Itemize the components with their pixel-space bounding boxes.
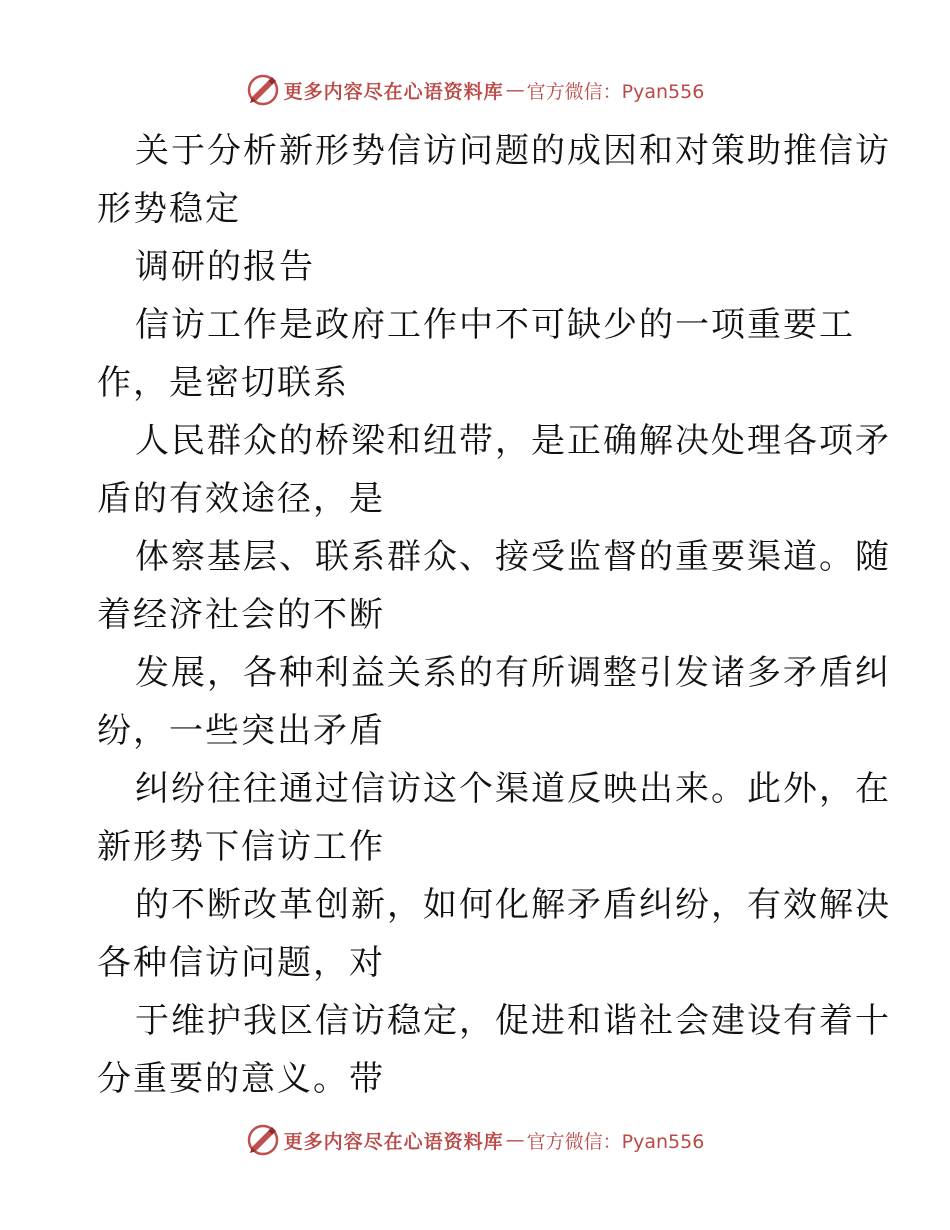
- watermark-wechat: 官方微信：Pyan556: [526, 80, 705, 103]
- text-line: 盾的有效途径，是: [97, 479, 385, 519]
- text-line: 发展，各种利益关系的有所调整引发诸多矛盾纠: [135, 653, 891, 693]
- header-watermark: [0, 70, 950, 110]
- text-line: 信访工作是政府工作中不可缺少的一项重要工: [135, 305, 855, 345]
- text-line: 人民群众的桥梁和纽带，是正确解决处理各项矛: [135, 421, 891, 461]
- text-line: 新形势下信访工作: [97, 827, 385, 867]
- pen-logo-icon: [246, 73, 280, 107]
- document-body: [97, 122, 891, 1108]
- watermark-dash: —: [505, 1129, 525, 1151]
- text-line: 体察基层、联系群众、接受监督的重要渠道。随: [135, 537, 891, 577]
- watermark-wechat: 官方微信：Pyan556: [526, 1130, 705, 1153]
- pen-logo-icon: [246, 1123, 280, 1157]
- watermark-brand: 更多内容尽在心语资料库: [283, 1130, 504, 1153]
- text-line: 关于分析新形势信访问题的成因和对策助推信访: [135, 131, 891, 171]
- watermark-dash: —: [505, 79, 525, 101]
- text-line: 作，是密切联系: [97, 363, 349, 403]
- text-line: 于维护我区信访稳定，促进和谐社会建设有着十: [135, 1001, 891, 1041]
- text-line: 分重要的意义。带: [97, 1059, 385, 1099]
- text-line: 形势稳定: [97, 189, 241, 229]
- text-line: 着经济社会的不断: [97, 595, 385, 635]
- watermark-brand: 更多内容尽在心语资料库: [283, 80, 504, 103]
- text-line: 调研的报告: [135, 247, 315, 287]
- text-line: 各种信访问题，对: [97, 943, 385, 983]
- text-line: 的不断改革创新，如何化解矛盾纠纷，有效解决: [135, 885, 891, 925]
- footer-watermark: [0, 1120, 950, 1160]
- text-line: 纠纷往往通过信访这个渠道反映出来。此外，在: [135, 769, 891, 809]
- text-line: 纷，一些突出矛盾: [97, 711, 385, 751]
